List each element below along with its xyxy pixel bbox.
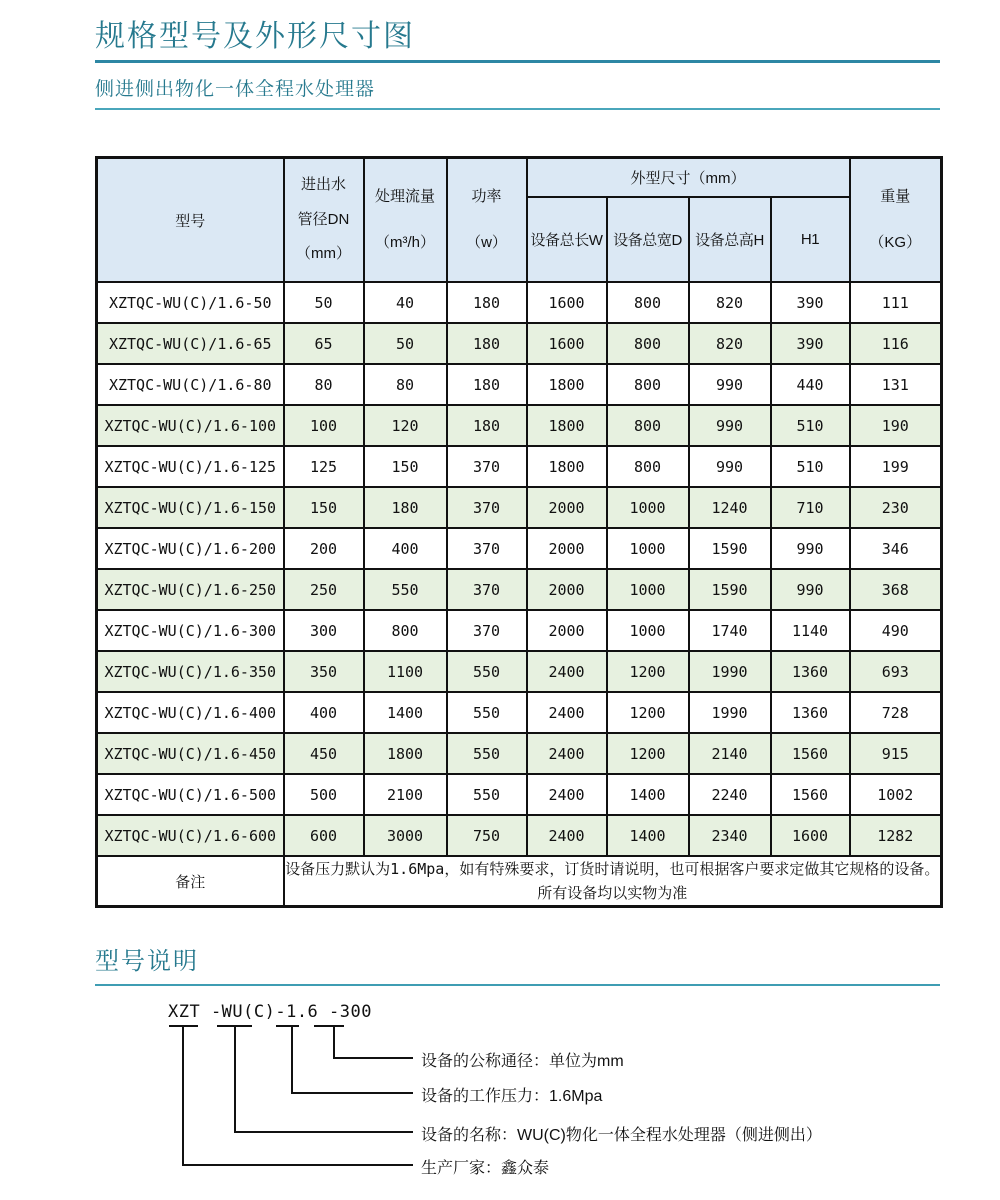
value-cell: 1000	[607, 569, 689, 610]
value-cell: 915	[850, 733, 942, 774]
table-row	[97, 610, 942, 651]
model-cell: XZTQC-WU(C)/1.6-65	[97, 323, 284, 364]
code-underline-bar	[276, 1025, 299, 1027]
value-cell: 2000	[527, 569, 607, 610]
table-row	[97, 569, 942, 610]
note-row	[97, 856, 942, 907]
value-cell: 1990	[689, 651, 771, 692]
value-cell: 750	[447, 815, 527, 856]
value-cell: 550	[447, 774, 527, 815]
value-cell: 150	[284, 487, 364, 528]
value-cell: 990	[689, 405, 771, 446]
value-cell: 2400	[527, 651, 607, 692]
value-cell: 180	[447, 405, 527, 446]
value-cell: 300	[284, 610, 364, 651]
value-cell: 65	[284, 323, 364, 364]
value-cell: 800	[607, 282, 689, 323]
value-cell: 1400	[364, 692, 447, 733]
document-body	[95, 0, 940, 1200]
value-cell: 80	[364, 364, 447, 405]
value-cell: 710	[771, 487, 850, 528]
value-cell: 40	[364, 282, 447, 323]
value-cell: 1800	[527, 364, 607, 405]
value-cell: 800	[607, 446, 689, 487]
model-code-legend	[95, 1000, 940, 1200]
value-cell: 1000	[607, 610, 689, 651]
model-cell: XZTQC-WU(C)/1.6-300	[97, 610, 284, 651]
value-cell: 550	[447, 692, 527, 733]
connector-hline	[291, 1092, 413, 1094]
value-cell: 370	[447, 487, 527, 528]
value-cell: 450	[284, 733, 364, 774]
value-cell: 400	[284, 692, 364, 733]
value-cell: 1560	[771, 774, 850, 815]
value-cell: 2400	[527, 815, 607, 856]
value-cell: 2000	[527, 610, 607, 651]
value-cell: 990	[771, 569, 850, 610]
value-cell: 1200	[607, 692, 689, 733]
value-cell: 728	[850, 692, 942, 733]
value-cell: 1590	[689, 569, 771, 610]
power-header-line: 功率	[471, 187, 502, 205]
model-cell: XZTQC-WU(C)/1.6-200	[97, 528, 284, 569]
table-row	[97, 651, 942, 692]
table-row	[97, 282, 942, 323]
value-cell: 800	[607, 364, 689, 405]
spec-table-body	[97, 282, 942, 856]
code-underline-bar	[314, 1025, 344, 1027]
value-cell: 800	[607, 323, 689, 364]
value-cell: 116	[850, 323, 942, 364]
table-row	[97, 528, 942, 569]
note-label-cell: 备注	[97, 856, 284, 907]
value-cell: 1600	[771, 815, 850, 856]
model-cell: XZTQC-WU(C)/1.6-500	[97, 774, 284, 815]
col-model-header	[97, 158, 284, 283]
value-cell: 1800	[364, 733, 447, 774]
value-cell: 990	[771, 528, 850, 569]
model-cell: XZTQC-WU(C)/1.6-350	[97, 651, 284, 692]
value-cell: 1400	[607, 774, 689, 815]
value-cell: 180	[364, 487, 447, 528]
value-cell: 820	[689, 282, 771, 323]
value-cell: 693	[850, 651, 942, 692]
col-width-header: 设备总宽D	[607, 197, 689, 282]
value-cell: 1600	[527, 282, 607, 323]
value-cell: 2400	[527, 733, 607, 774]
legend-label-manufacturer: 生产厂家：鑫众泰	[421, 1160, 550, 1177]
value-cell: 370	[447, 446, 527, 487]
value-cell: 370	[447, 528, 527, 569]
value-cell: 600	[284, 815, 364, 856]
value-cell: 490	[850, 610, 942, 651]
value-cell: 500	[284, 774, 364, 815]
col-length-header: 设备总长W	[527, 197, 607, 282]
value-cell: 3000	[364, 815, 447, 856]
model-cell: XZTQC-WU(C)/1.6-125	[97, 446, 284, 487]
dn-header-unit: （mm）	[296, 245, 351, 263]
model-code: XZT -WU(C)-1.6 -300	[168, 1002, 372, 1022]
value-cell: 440	[771, 364, 850, 405]
value-cell: 180	[447, 282, 527, 323]
value-cell: 346	[850, 528, 942, 569]
value-cell: 2400	[527, 774, 607, 815]
table-row	[97, 815, 942, 856]
value-cell: 1200	[607, 733, 689, 774]
table-row	[97, 487, 942, 528]
table-row	[97, 364, 942, 405]
table-row	[97, 405, 942, 446]
value-cell: 550	[447, 733, 527, 774]
model-cell: XZTQC-WU(C)/1.6-250	[97, 569, 284, 610]
value-cell: 1282	[850, 815, 942, 856]
value-cell: 1560	[771, 733, 850, 774]
value-cell: 200	[284, 528, 364, 569]
flow-header-unit: （m³/h）	[374, 233, 435, 251]
connector-vline	[234, 1026, 236, 1133]
value-cell: 1600	[527, 323, 607, 364]
value-cell: 1200	[607, 651, 689, 692]
dn-header-line: 进出水	[300, 176, 346, 194]
value-cell: 1002	[850, 774, 942, 815]
power-header-unit: （w）	[466, 233, 507, 251]
table-row	[97, 774, 942, 815]
value-cell: 2240	[689, 774, 771, 815]
value-cell: 1000	[607, 487, 689, 528]
value-cell: 2100	[364, 774, 447, 815]
value-cell: 550	[447, 651, 527, 692]
legend-label-pressure: 设备的工作压力：1.6Mpa	[421, 1088, 603, 1105]
connector-hline	[333, 1057, 413, 1059]
model-cell: XZTQC-WU(C)/1.6-600	[97, 815, 284, 856]
value-cell: 350	[284, 651, 364, 692]
value-cell: 120	[364, 405, 447, 446]
table-row	[97, 733, 942, 774]
value-cell: 990	[689, 364, 771, 405]
value-cell: 1360	[771, 651, 850, 692]
value-cell: 1800	[527, 446, 607, 487]
col-power-header	[447, 158, 527, 283]
connector-vline	[182, 1026, 184, 1166]
col-flow-header	[364, 158, 447, 283]
value-cell: 368	[850, 569, 942, 610]
model-cell: XZTQC-WU(C)/1.6-150	[97, 487, 284, 528]
table-row	[97, 692, 942, 733]
value-cell: 131	[850, 364, 942, 405]
col-height-header: 设备总高H	[689, 197, 771, 282]
value-cell: 510	[771, 446, 850, 487]
value-cell: 230	[850, 487, 942, 528]
value-cell: 1100	[364, 651, 447, 692]
value-cell: 2340	[689, 815, 771, 856]
value-cell: 800	[364, 610, 447, 651]
value-cell: 80	[284, 364, 364, 405]
value-cell: 250	[284, 569, 364, 610]
value-cell: 100	[284, 405, 364, 446]
value-cell: 1360	[771, 692, 850, 733]
model-cell: XZTQC-WU(C)/1.6-80	[97, 364, 284, 405]
value-cell: 180	[447, 364, 527, 405]
dn-header-line: 管径DN	[297, 210, 350, 228]
value-cell: 1800	[527, 405, 607, 446]
value-cell: 390	[771, 282, 850, 323]
section-title-model-description: 型号说明	[95, 948, 940, 986]
connector-vline	[291, 1026, 293, 1094]
value-cell: 2000	[527, 528, 607, 569]
value-cell: 990	[689, 446, 771, 487]
value-cell: 1590	[689, 528, 771, 569]
value-cell: 1000	[607, 528, 689, 569]
value-cell: 180	[447, 323, 527, 364]
connector-vline	[333, 1026, 335, 1059]
value-cell: 370	[447, 610, 527, 651]
weight-header-unit: （KG）	[869, 233, 922, 251]
legend-label-name: 设备的名称：WU(C)物化一体全程水处理器（侧进侧出）	[421, 1127, 822, 1144]
legend-label-diameter: 设备的公称通径：单位为mm	[421, 1053, 624, 1070]
value-cell: 2140	[689, 733, 771, 774]
value-cell: 400	[364, 528, 447, 569]
spec-table	[95, 156, 943, 908]
value-cell: 150	[364, 446, 447, 487]
page-title: 规格型号及外形尺寸图	[95, 20, 940, 63]
product-subtitle: 侧进侧出物化一体全程水处理器	[95, 78, 940, 110]
table-row	[97, 446, 942, 487]
model-cell: XZTQC-WU(C)/1.6-100	[97, 405, 284, 446]
model-cell: XZTQC-WU(C)/1.6-450	[97, 733, 284, 774]
value-cell: 820	[689, 323, 771, 364]
value-cell: 2000	[527, 487, 607, 528]
value-cell: 550	[364, 569, 447, 610]
model-cell: XZTQC-WU(C)/1.6-50	[97, 282, 284, 323]
value-cell: 390	[771, 323, 850, 364]
value-cell: 1990	[689, 692, 771, 733]
col-weight-header	[850, 158, 942, 283]
connector-hline	[234, 1131, 413, 1133]
note-text-cell: 设备压力默认为1.6Mpa，如有特殊要求，订货时请说明，也可根据客户要求定做其它规格的设备。所有设备均以实物为准	[284, 856, 942, 907]
flow-header-line: 处理流量	[374, 187, 435, 205]
value-cell: 510	[771, 405, 850, 446]
value-cell: 50	[364, 323, 447, 364]
value-cell: 800	[607, 405, 689, 446]
model-header-label: 型号	[175, 212, 206, 230]
value-cell: 1140	[771, 610, 850, 651]
value-cell: 370	[447, 569, 527, 610]
value-cell: 2400	[527, 692, 607, 733]
value-cell: 50	[284, 282, 364, 323]
value-cell: 125	[284, 446, 364, 487]
dims-group-header: 外型尺寸（mm）	[527, 158, 850, 197]
value-cell: 1240	[689, 487, 771, 528]
col-dn-header	[284, 158, 364, 283]
weight-header-line: 重量	[880, 187, 911, 205]
value-cell: 190	[850, 405, 942, 446]
value-cell: 111	[850, 282, 942, 323]
model-cell: XZTQC-WU(C)/1.6-400	[97, 692, 284, 733]
col-h1-header: H1	[771, 197, 850, 282]
value-cell: 1400	[607, 815, 689, 856]
table-row	[97, 323, 942, 364]
connector-hline	[182, 1164, 413, 1166]
value-cell: 199	[850, 446, 942, 487]
value-cell: 1740	[689, 610, 771, 651]
